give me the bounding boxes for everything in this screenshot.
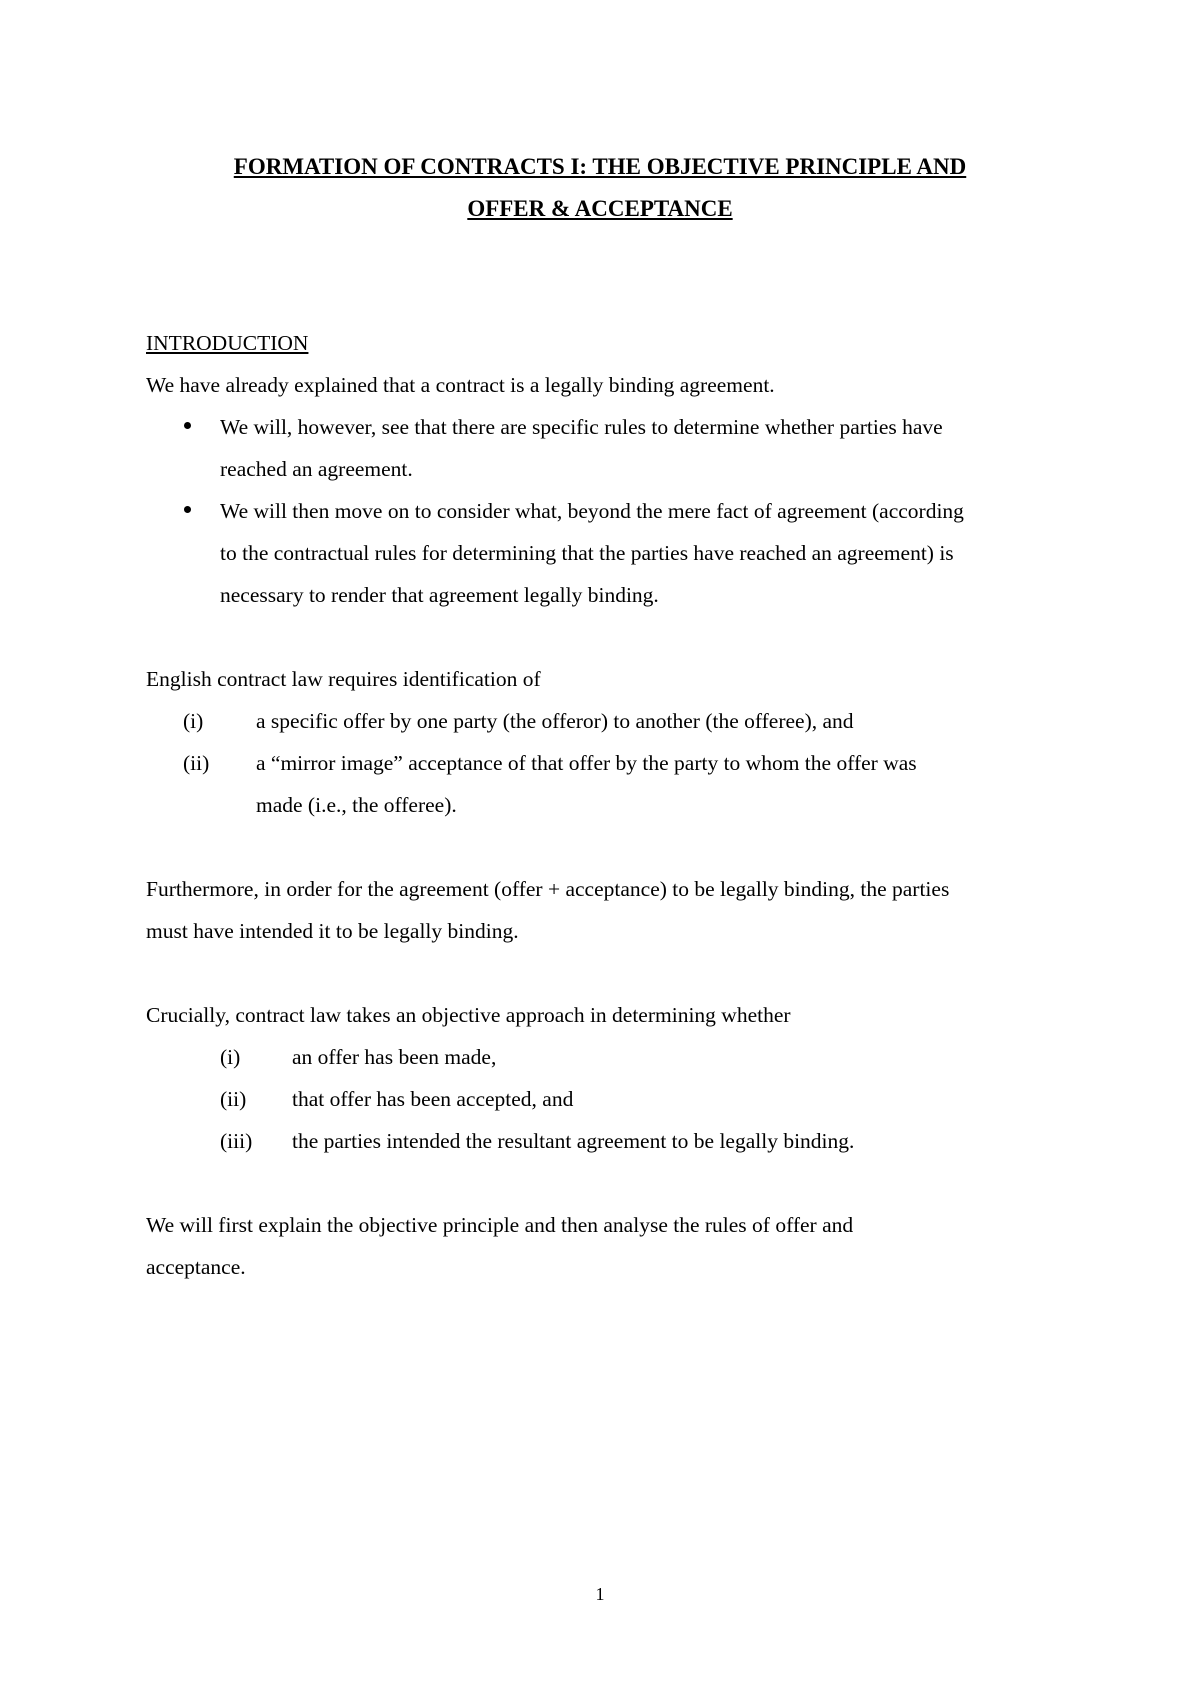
crucially-marker-iii: (iii)	[220, 1129, 253, 1153]
bullet-icon	[184, 506, 191, 513]
page-number: 1	[595, 1584, 605, 1604]
title-line-2: OFFER & ACCEPTANCE	[467, 196, 733, 221]
title-line-1: FORMATION OF CONTRACTS I: THE OBJECTIVE PRINCIPLE AND	[233, 154, 967, 179]
requirement-i-line-1: a specific offer by one party (the offeror) to another (the offeree), and	[256, 709, 854, 733]
requirement-marker-i: (i)	[183, 709, 204, 733]
bullet-icon	[184, 422, 191, 429]
requirement-marker-ii: (ii)	[183, 751, 210, 775]
requirements-lead: English contract law requires identification of	[146, 667, 541, 691]
furthermore-line-2: must have intended it to be legally binding.	[146, 919, 519, 943]
closing-line-1: We will first explain the objective principle and then analyse the rules of offer and	[146, 1213, 854, 1237]
bullet-2-line-3: necessary to render that agreement legally binding.	[220, 583, 659, 607]
bullet-1-line-2: reached an agreement.	[220, 457, 413, 481]
crucially-item-ii: that offer has been accepted, and	[292, 1087, 574, 1111]
intro-lead-paragraph: We have already explained that a contract is a legally binding agreement.	[146, 373, 775, 397]
crucially-marker-i: (i)	[220, 1045, 241, 1069]
bullet-2-line-2: to the contractual rules for determining that the parties have reached an agreement) is	[220, 541, 954, 565]
furthermore-line-1: Furthermore, in order for the agreement (offer + acceptance) to be legally binding, the parties	[146, 877, 950, 901]
crucially-item-i: an offer has been made,	[292, 1045, 497, 1069]
requirement-ii-line-2: made (i.e., the offeree).	[256, 793, 457, 817]
bullet-1-line-1: We will, however, see that there are specific rules to determine whether parties have	[220, 415, 943, 439]
crucially-lead: Crucially, contract law takes an objective approach in determining whether	[146, 1003, 791, 1027]
requirement-ii-line-1: a “mirror image” acceptance of that offer by the party to whom the offer was	[256, 751, 917, 775]
crucially-marker-ii: (ii)	[220, 1087, 247, 1111]
bullet-2-line-1: We will then move on to consider what, beyond the mere fact of agreement (according	[220, 499, 964, 523]
closing-line-2: acceptance.	[146, 1255, 246, 1279]
document-title	[100, 146, 1100, 230]
crucially-item-iii: the parties intended the resultant agreement to be legally binding.	[292, 1129, 855, 1153]
section-heading-introduction: INTRODUCTION	[146, 331, 309, 355]
